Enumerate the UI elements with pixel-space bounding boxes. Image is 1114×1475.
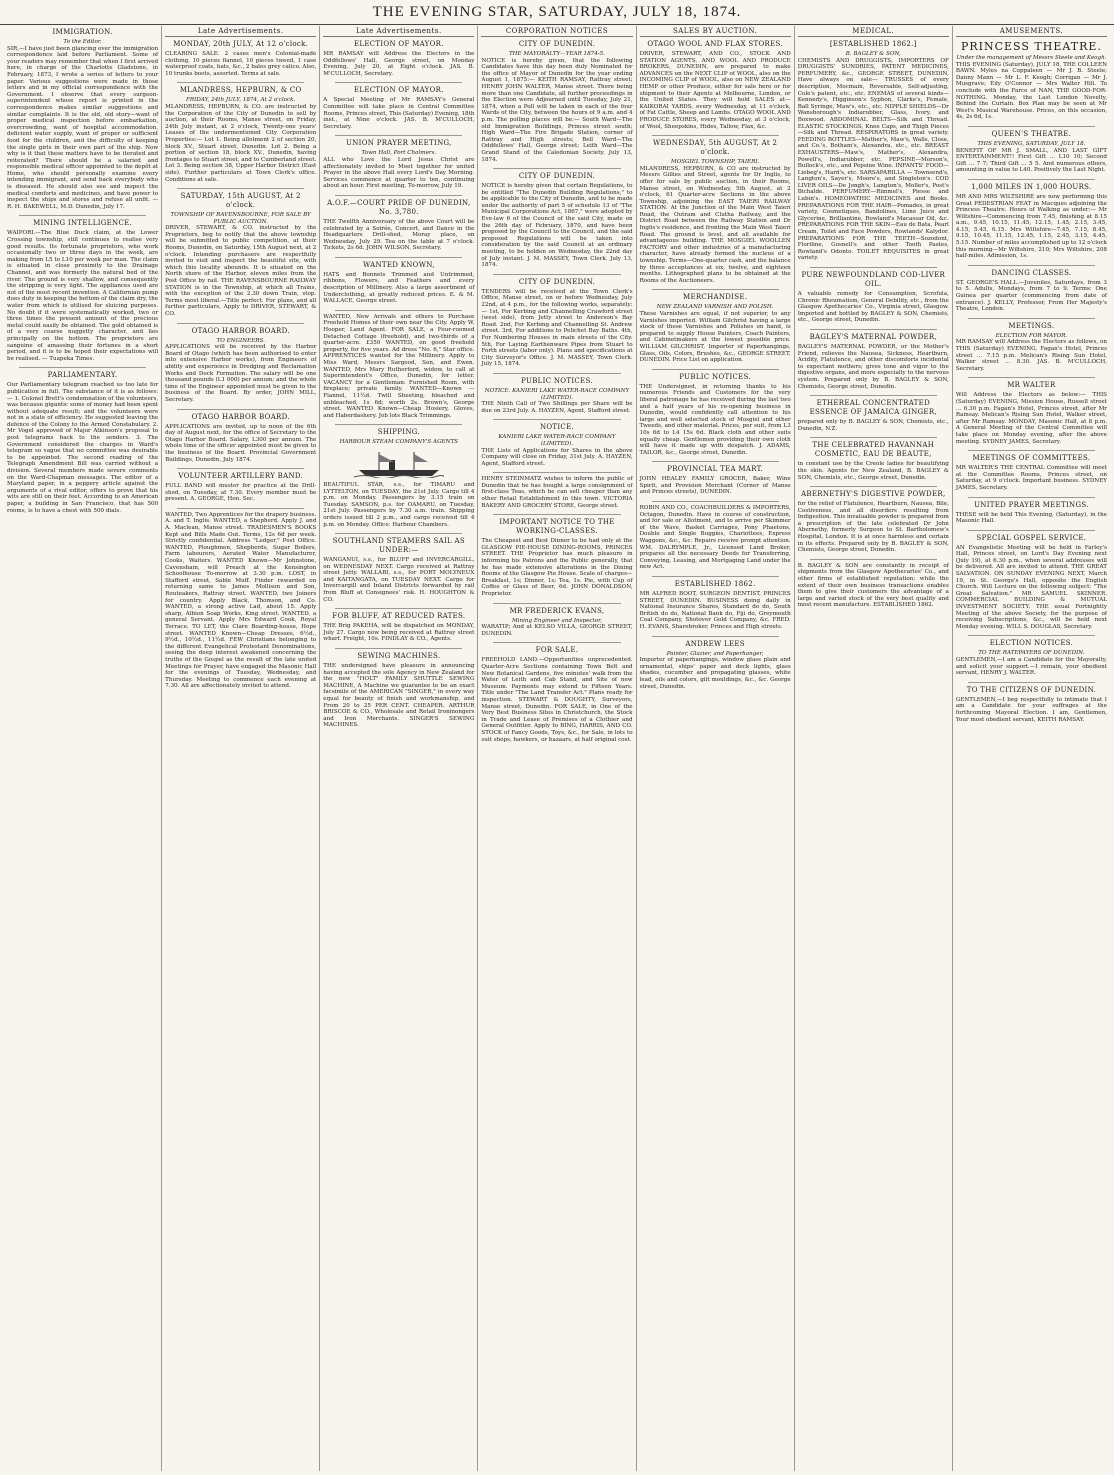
column-heading: SALES BY AUCTION.	[640, 26, 791, 37]
article	[640, 139, 791, 284]
article-divider	[19, 367, 146, 368]
article-body: FREEHOLD LAND.—Opportunities unprecedented. Quarter-Acre Sections containing Town Belt and New Botanical Gardens, five minutes' walk from the Water of Leith and Cab Stand, and Site of new Museum. Payments may extend to Fifteen Years. Title under "The Land Transfer Act." Plans ready for inspection. STEWART & DOUGHTY, Surveyors, Manse street, Dunedin. FOR SALE, in One of the Very Best Business Sites in Christchurch, the Stock in Trade and Lease of Premises of a Clothier and General Outfitter. Apply to BING, HARRIS, AND CO. STOCK of Fancy Goods, Toys, &c., for Sale, in lots to suit shops, hawkers, or bazaars, at half original cost.	[481, 657, 633, 743]
article-subtitle: To the Editor.	[63, 39, 102, 45]
article-title: VOLUNTEER ARTILLERY BAND.	[178, 472, 304, 481]
article	[640, 373, 791, 457]
article-title: PUBLIC NOTICES.	[521, 376, 593, 385]
column-4	[478, 26, 636, 1471]
article	[798, 441, 949, 481]
article-divider	[177, 188, 304, 189]
article-body: Our Parliamentary telegram reached us too late for publication in full. The substance of it is as follows:— 1. Colonel Brett's condemnation of the volunteers, was because gigantic sums of money had been spent without adequate result; and the volunteers were not in a state of efficiency. He suggested leaving the defence of the Colony to the Armed Constabulary. 2. Mr Vogel approved of Major Atkinson's proposal to post telegrams back to the senders. 3. The Government considered the charges in Ward's telegram so vague that no committee was desirable to be appointed. The second reading of the Telegraph Amendment Bill was carried without a division. Several members made severe comments on the Ward-Chapman messages. The editor of a Maryland paper, in a peppery article against the arguments of a rival editor, offers to prove that his wits are still on their feet. According to an American paper, a building in San Francisco, that has 500 rooms, is to have a chest with 500 dials.	[7, 382, 159, 514]
article-subtitle: Town Hall, Port Chalmers.	[361, 150, 437, 157]
article-divider	[335, 648, 462, 649]
article-body: The Cheapest and Best Dinner to be had only at the GLASGOW PIE-HOUSE DINING-ROOMS, PRINCES STREET. THE Proprietor has much pleasure in informing his Patrons and the Public generally, that he has made extensive alterations in the Dining Rooms of the Glasgow Pie House. Scale of charges— Breakfast, 1s; Dinner, 1s; Tea, 1s. Pie, with Cup of Coffee or Glass of Beer, 6d. JOHN DONALDSON, Proprietor.	[481, 538, 633, 597]
article-body: NOTICE is hereby given that certain Regulations, to be entitled "The Dunedin Building Regulations," to be applicable to the City of Dunedin, and to be made under the authority of part 5 of schedule 13 of "The Municipal Corporations Act, 1867," were adopted by Eve-law 6 of the Council of the said City, made on the 26th day of February, 1870, and have been proposed by the Council to the Council, and the said proposed Regulations will be taken into consideration by the said Council at an ordinary meeting, to be holden on Wednesday, the 22nd day of July instant. J. M. MASSEY, Town Clerk. July 13, 1874.	[481, 183, 633, 269]
column-heading: CORPORATION NOTICES	[481, 26, 632, 37]
article-divider	[493, 603, 620, 604]
article	[323, 40, 474, 77]
article	[956, 454, 1107, 491]
article-title: NOTICE.	[539, 423, 575, 432]
article-body: BAGLEY'S MATERNAL POWDER, or the Mother's Friend, relieves the Nausea, Sickness, Heartburn, Acidity, Flatulence, and other discomforts incidental to expectant mothers; gives tone and vigor to the digestive organs, and more especially to the nervous system. Prepared only by B. BAGLEY & SON, Chemists, George street, Dunedin.	[797, 343, 949, 390]
article-title: QUEEN'S THEATRE.	[991, 129, 1072, 138]
article-subtitle: FRIDAY, 24th JULY, 1874, At 2 o'clock.	[186, 97, 296, 104]
article-body: ROBIN AND CO., COACHBUILDERS & IMPORTERS, Octagon, Dunedin. Have in course of construction, and for sale or Allotment, and to arrive per Skimmer of the Wave, Basket Carriages, Pony Phaetons, Double and Single Buggies, Chariottees, Express Waggons, &c., &c. Repairs receive prompt attention. WM. DALRYMPLE, Jr., Licensed Land Broker, prepares all the necessary Deeds for Transferring, Conveying, Leasing, and Mortgaging Land under the new Act.	[639, 505, 791, 571]
article-divider	[968, 377, 1095, 378]
article-divider	[335, 608, 462, 609]
article-title: OTAGO WOOL AND FLAX STORES.	[647, 40, 783, 48]
column-1	[4, 26, 162, 1471]
article-body: MR WALTER'S THE CENTRAL Committee will meet at the Committee Rooms, Princes street, on Saturday, at 9 o'clock. Important business. SYDNEY JAMES, Secretary.	[955, 465, 1107, 491]
article-subtitle: Mining Engineer and Inspector,	[511, 617, 603, 624]
article	[640, 580, 791, 631]
article-title: MINING INTELLIGENCE.	[33, 219, 133, 228]
article-divider	[810, 395, 937, 396]
article-title: ELECTION OF MAYOR.	[353, 86, 444, 95]
article-divider	[335, 424, 462, 425]
article	[481, 607, 632, 638]
article	[323, 139, 474, 190]
article-title: MERCHANDISE.	[682, 293, 748, 302]
article	[323, 199, 474, 252]
article-title: UNITED PRAYER MEETINGS.	[974, 500, 1089, 509]
article-subtitle: B. BAGLEY & SON,	[845, 51, 901, 57]
article-body: FULL BAND will muster for practice at the Drill-shed, on Tuesday, at 7.30. Every member must be present. A. GEORGE, Hon. Sec.	[165, 483, 317, 503]
article-title: DANCING CLASSES.	[991, 268, 1072, 277]
article-divider	[335, 82, 462, 83]
article-title: PURE NEWFOUNDLAND COD-LIVER OIL.	[801, 271, 946, 288]
article-title: WEDNESDAY, 5th AUGUST, At 2 o'clock.	[652, 139, 778, 157]
article-subtitle: TO ENGINEERS.	[216, 337, 265, 344]
article-divider	[968, 318, 1095, 319]
article	[798, 271, 949, 324]
article-body: in constant use by the Creole ladies for beautifying the skin. Agents for New Zealand, B. BAGLEY & SON, Chemists, etc., George street, Dunedin.	[797, 461, 949, 481]
article-divider	[810, 559, 937, 560]
column-heading: AMUSEMENTS.	[956, 26, 1107, 37]
article	[640, 640, 791, 691]
article	[481, 40, 632, 163]
article-title: CITY OF DUNEDIN.	[518, 172, 596, 181]
column-3	[320, 26, 478, 1471]
article-body: GENTLEMEN,—I beg respectfully to intimate that I am a Candidate for your suffrages at the forthcoming Mayoral Election. I am, Gentlemen, Your most obedient servant, KEITH RAMSAY.	[955, 696, 1107, 723]
article-body: TENDERS will be received at the Town Clerk's Office, Manse street, on or before Wednesday, July 22nd, at 4 p.m., for the following works, separately:— 1st, For Kerbing and Channelling Crawford street (west side), from Jetty street to Anderson's Bay Road. 2nd, For Kerbing and Channelling St. Andrew street. 3rd, For additions to Pelichet Bay Baths. 4th, For Numbering Houses in main streets of the City. 5th, For Laying Earthenware Pipes from Stuart to Forth streets (labor only). Plans and specifications at City Surveyor's Office. J. M. MASSEY, Town Clerk. July 15, 1874.	[481, 288, 633, 368]
article	[165, 512, 316, 690]
article-divider	[652, 576, 779, 577]
article-body: for the relief of Flatulence, Heartburn, Nausea, Bile, Costiveness, and all disorders resulting from Indigestion. This invaluable powder is prepared from a prescription of the late celebrated Dr John Abernethy, formerly Surgeon to St. Bartholomew's Hospital, London. It is at once harmless and certain in its effects. Prepared only by B. BAGLEY & SON, Chemists, George street, Dunedin.	[797, 501, 949, 554]
article	[323, 86, 474, 130]
article	[481, 278, 632, 368]
article-title: MR WALTER	[1007, 381, 1056, 390]
article-title: MONDAY, 20th JULY, At 12 o'clock.	[173, 40, 309, 48]
article-divider	[652, 369, 779, 370]
article	[323, 612, 474, 643]
article-body: MLANDRESS, HEPBURN, & CO are instructed by Messrs Gillies and Street, agents for Dr Inglis, to offer for sale by public auction, in their Rooms, Manse street, on Wednesday, 5th August, at 2 o'clock, 61 Quarter-acre Sections in the above Township, adjoining the EAST TAIERI RAILWAY STATION. At the Junction of the Main West Taieri Road, the Outram and Clutha Railway, and the District Road between the Railway Station and Dr Inglis's residence, and fronting the Main West Taieri Road. The ground is level, and all available for advantageous building. THE MOSGIEL WOOLLEN FACTORY and other industries of a manufacturing character, have already formed the nucleus of a township. Terms—One-quarter cash, and the balance by three acceptances at six, twelve, and eighteen months. Lithographed plans to be obtained at the Rooms of the Auctioneers.	[639, 165, 791, 284]
article-title: MR FREDERICK EVANS,	[509, 606, 605, 615]
article-divider	[810, 486, 937, 487]
article-title: SPECIAL GOSPEL SERVICE.	[976, 533, 1087, 542]
article-body: MLANDRESS, HEPBURN, & CO. are instructed by the Corporation of the City of Dunedin to sell by auction, at their Rooms, Manse street, on Friday, 24th July instant, at 2 o'clock, Twenty-one years' Leases of the undermentioned City Corporation Properties:— Lot 1. Being allotment 2 of section 20, block XV., Stuart street, Dunedin. Lot 2. Being a portion of section 18, block XV., Dunedin, having frontages to Stuart street, and to Cumberland street. Lot 3. Being section 38, Upper Harbor District (East side). Further particulars at Town Clerk's office. Conditions at sale.	[165, 103, 317, 183]
article-body: ALL who Love the Lord Jesus Christ are affectionately invited to Meet together for united Prayer in the above Hall every Lord's Day Morning. Services commence at quarter to ten, continuing about an hour. First meeting, To-morrow, July 19.	[323, 156, 475, 190]
article-body: CHEMISTS AND DRUGGISTS, IMPORTERS OF DRUGGISTS' SUNDRIES, PATENT MEDICINES, PERFUMERY, &c., GEORGE STREET, DUNEDIN, Have always on sale— TRUSSES of every description, Mocmain, Reversable, Self-adjusting, Cole's patent, etc., etc. ENEMAS of several kinds—Kennedy's, Higginson's Syphon, Clarke's, Female, Ball Syringe, Maw's, etc., etc. NIPPLE SHIELDS—Dr Wansborough's Indiarubber, Glass, Ivory, and Boxwood. ABDOMINAL BELTS—Silk and Thread. ELASTIC STOCKINGS, Knee Caps, and Thigh Pieces—Silk and Thread. RESPIRATORS in great variety. FEEDING BOTTLES—Mather's, Maw's, Walls, Close, and Co.'s, Botham's, Alexandra, etc., etc. BREAST EXHAUSTERS—Maw's, Mather's, Alexandra, Powell's, Indiarubber, etc. PEPSINE—Morson's, Bullock's, etc., and Pepsine Wine. INFANTS' FOOD—Liebeg's, Hard's, etc. SARSAPARILLA — Townsend's, Langton's, Sayer's, Moore's, and Singleton's. COD LIVER OILS—De Jongh's, Langton's, Moller's, Post's Bichalde. PERFUMERY—Rimmel's, Piesse and Lubin's. HOMEOPATHIC MEDICINES and Books. PREPARATIONS FOR THE HAIR—Pomades, in great variety, Cosmetiques, Bandolines, Lime Juice and Glycerine, Brilliantine, Rowland's Macassar Oil, &c. PREPARATIONS FOR THE SKIN—Eau de Bata, Pearl Cream, Toilet and Face Powders, Rowlands' Kalydor. PREPARATIONS FOR THE TEETH—Sozodont, Floriline, Gosnell's and other Tooth Pastes, Rowland's Odonto. TOILET REQUISITES in great variety.	[797, 57, 949, 262]
article-body: HATS and Bonnets Trimmed and Untrimmed, ribbons, Flowers, and Feathers and every description of Millinery. Also a large assortment of Underclothing, at greatly reduced prices. E. & M. WALLACE, George street.	[323, 271, 475, 305]
article-divider	[968, 179, 1095, 180]
article-body: THESE will be held This Evening, (Saturday), in the Masonic Hall.	[955, 511, 1107, 525]
article-title: ABERNETHY'S DIGESTIVE POWDER,	[801, 490, 946, 499]
article	[481, 476, 632, 509]
article	[165, 40, 316, 77]
article-title: SEWING MACHINES.	[357, 652, 441, 661]
article-divider	[177, 508, 304, 509]
steamship-icon	[354, 450, 444, 478]
article	[165, 472, 316, 503]
article	[956, 501, 1107, 525]
columns-container	[4, 26, 1110, 1471]
article-title: PROVINCIAL TEA MART.	[667, 465, 764, 474]
article-divider	[493, 168, 620, 169]
article-body: DRIVER, STEWART, & CO. instructed by the Proprietors, beg to notify that the above township will be submitted to public competition, at their Rooms, Dunedin, on Saturday, 15th August next, at 2 o'clock. Intending purchasers are respectfully invited to visit and inspect the beautiful site, with which this locality abounds. It is situated on the North shore of the Harbor, eleven miles from the Post Office by rail. THE RAVENSBOURNE RAILWAY STATION is in the Township, at which all Trains, with the exception of the 2.30 down Train, stop. Terms most liberal.—Title perfect. For plans, and all further particulars, Apply to DRIVER, STEWART, & CO.	[165, 225, 317, 317]
article	[956, 130, 1107, 174]
article-body: THE Ninth Call of Two Shillings per Share will be due on 23rd July. A. HAYZEN, Agent, Stafford street.	[481, 401, 633, 414]
article-title: ANDREW LEES	[685, 639, 745, 648]
article-title: MEETINGS OF COMMITTEES.	[972, 454, 1091, 463]
article	[798, 563, 949, 609]
article-title: ELECTION OF MAYOR.	[353, 40, 444, 48]
article-divider	[810, 329, 937, 330]
article-divider	[810, 437, 937, 438]
article-body: HENRY STEINMATZ wishes to inform the public of Dunedin that he has bought a large consignment of first-class Teas, which he can sell cheaper than any other Retail Establishment in this town. VICTORIA BAKERY AND GROCERY STORE, George street.	[481, 476, 633, 509]
article	[798, 490, 949, 554]
article-title: FOR SALE.	[535, 646, 579, 655]
article-title: WANTED KNOWN,	[362, 260, 435, 269]
article	[481, 518, 632, 597]
article	[323, 314, 474, 420]
article-title: 1,000 MILES IN 1,000 HOURS.	[971, 182, 1092, 191]
article-divider	[177, 468, 304, 469]
article-body: DRIVER, STEWART, AND CO., STOCK AND STATION AGENTS, AND WOOL AND PRODUCE BROKERS, DUNEDIN, are prepared to make ADVANCES on the NEXT CLIP of WOOL, also on the INCOMING CLIP of WOOL, also on NEW ZEALAND HEMP or other Produce, either for sale here or for shipment to their Agents at Melbourne, London, or the United States. They will hold SALES at— KAIKORAI YARDS, every Wednesday, at 11 o'clock, of Fat Cattle, Sheep and Lambs. OTAGO WOOL AND PRODUCE STORES, every Wednesday, at 3 o'clock, of Wool, Sheepskins, Hides, Tallow, Flax, &c.	[639, 51, 791, 130]
article-title: PRINCESS THEATRE.	[960, 40, 1102, 53]
article-divider	[493, 514, 620, 515]
article-subtitle: TO THE RATEPAYERS OF DUNEDIN.	[978, 650, 1085, 657]
article-title: ESTABLISHED 1862.	[674, 580, 756, 588]
article	[481, 377, 632, 414]
article-title: IMPORTANT NOTICE TO THE WORKING-CLASSES.	[499, 518, 615, 536]
article-divider	[652, 501, 779, 502]
article-body: APPLICATIONS are invited, up to noon of the 6th day of August next, for the office of Secretary to the Otago Harbor Board. Salary, L300 per annum. The whole time of the officer appointed must be given to the business of the Board. Provincial Government Buildings, Dunedin, July 1874.	[165, 423, 317, 463]
article-divider	[810, 267, 937, 268]
article	[956, 322, 1107, 373]
article-divider	[968, 497, 1095, 498]
article	[165, 192, 316, 318]
article-subtitle: Painter, Glazier, and Paperhanger,	[666, 650, 764, 657]
article-divider	[493, 274, 620, 275]
article-title: MEETINGS.	[1008, 321, 1055, 330]
article-title: PUBLIC NOTICES.	[679, 372, 751, 381]
article-title: THE CELEBRATED HAVANNAH COSMETIC, EAU DE BEAUTE,	[812, 441, 935, 459]
article-body: MR RAMSAY will Address the Electors as follows, on THIS (Saturday) EVENING, Fagan's Hotel, Princes street ... 7.15 p.m. Melican's Rising Sun Hotel, Walker street ... 8.30. JAS. B. M'CULLOCH, Secretary.	[955, 339, 1107, 372]
article-divider	[652, 636, 779, 637]
article-body: WAIPORI.—The Blue Duck claim, at the Lower Crossing township, still continues to realise very good results. Its fortunate proprietors, who work occasionally two or three days in the week, are making from L5 to L10 per week per man. The claim is situated in close proximity to the Drainage Channel, and was formerly the natural bed of the river. The ground is very shallow, and consequently the stripping is very light. The appliances used are not of the most recent invention. A Californian pump does duty in keeping the bottom of the claim dry, the water from which is utilised for sluicing purposes. No doubt if it were systematically worked, two or three times the present amount of the precious metal could easily be obtained. The gold obtained is of a very coarse nuggetty character, and lies principally on the bottom. The proprietors are sanguine of amassing their fortunes in a short period, and it is to be hoped their expectations will be realised. — Tuapeka Times.	[7, 230, 159, 362]
article-divider	[177, 82, 304, 83]
article-title: PARLIAMENTARY.	[47, 371, 118, 380]
article	[7, 371, 158, 514]
article-body: THE Undersigned, in returning thanks to his numerous Friends and Customers for the very liberal patronage he has received during the last two and a half years of his re-opening business in Dunedin, would confidently call attention to his large and well selected stock of Mosgiel and other Tweeds, and other material. Prices, per suit, from L3 10s 6d to L4 15s 6d. Black cloth and other suits equally cheap. Gentlemen providing their own cloth will have it made up with despatch. J. ADAMS, TAILOR, &c., George street, Dunedin.	[639, 383, 791, 456]
article-title: [ESTABLISHED 1862.]	[829, 40, 917, 48]
article-divider	[19, 215, 146, 216]
article-body: WANTED, New Arrivals and others to Purchase Freehold Homes of their own near the City. Apply W. Hooper, Land Agent. FOR SALE, a Four-roomed Detached Cottage (freehold), and two-thirds of a quarter-acre. £350 WANTED, on good freehold property, for five years. Ad dress "No. 6," Star office. APPRENTICES wanted for the Millinery. Apply to Miss Ward, Messrs Sargood, Son, and Ewen. WANTED, Mrs Mary Rutherford, widow, to call at Superintendent's Office, Dunedin, for letter. VACANCY for a Gentleman: Furnished Room, with fireplace; private family. WANTED—Known — Flannel, 11½d. Twill Sheeting, bleached and unbleached, 1s 6d; worth 2s. Brown's, George street. WANTED Known—Cheap Hosiery, Gloves, and Haberdashery. Job lots Black Trimmings.	[323, 313, 475, 419]
article-body: CLEARING SALE. 2 cases men's Colonial-made clothing, 10 pieces flannel, 10 pieces tweed, 1 case waterproof coats, hats, &c., 2 bales grey calico. Also, 10 trunks boots, assorted. Terms at sale.	[165, 51, 317, 77]
article-body: MR RAMSAY will Address the Electors in the Oddfellows' Hall, George street, on Monday Evening, July 20, at Eight o'clock. JAS. B. M'CULLOCH, Secretary.	[323, 51, 475, 77]
article	[640, 465, 791, 496]
article	[323, 428, 474, 528]
article-divider	[493, 642, 620, 643]
article-subtitle: Under the management of Messrs Steele and Keogh.	[956, 55, 1107, 61]
article	[323, 261, 474, 305]
column-2	[162, 26, 320, 1471]
article-title: ELECTION NOTICES.	[989, 639, 1074, 648]
article-body: NOTICE is hereby given, that the following Candidates have this day been duly Nominated for the office of Mayor of Dunedin for the year ending August 1, 1875:— KEITH RAMSAY, Rattray street; HENRY JOHN WALTER, Manse street. There being more than one Candidate, all further proceedings in the Election were Adjourned until Tuesday, July 21, 1874, when a Poll will be taken in each of the four Wards of the City, between the hours of 9 a.m. and 4 p.m. The polling places will be:— South Ward—The old Immigration Buildings, Princes street south; High Ward—The Fire Brigade Station, corner of Rattray and High streets; Bell Ward—The Oddfellows' Hall, George street; Leith Ward—The Grand Stand of the Caledonian Society. July 13, 1874.	[481, 57, 633, 163]
article-divider	[177, 323, 304, 324]
article-body: APPLICATIONS will be received by the Harbor Board of Otago (which has been authorised to enter into extensive Harbor works), from Engineers of ability and experience in Dredging and Reclamation Works and Dock Formation. The salary will be one thousand pounds (L1 000) per annum; and the whole time of the Engineer appointed must be given to the business of the Board. By order, JOHN MILL, Secretary.	[165, 344, 317, 403]
article	[640, 40, 791, 130]
article	[798, 40, 949, 262]
article-body: WARATIP; And at KELSO VILLA, GEORGE STREET, DUNEDIN.	[481, 624, 633, 637]
article-body: WANGANUI, s.s., for BLUFF and INVERCARGILL, on WEDNESDAY NEXT. Cargo received at Rattray street Jetty. WALLABI, s.s., for PORT MOLYNEUX and KAITANGATA, on TUESDAY NEXT. Cargo for Invercargill and Inland Districts forwarded by rail from Bluff at Consignees' risk. H. HOUGHTON & CO.	[323, 557, 475, 603]
article-subtitle: THIS EVENING, SATURDAY, JULY 18.	[977, 140, 1086, 147]
article-subtitle: NOTICE. KANIERI LAKE WATER-RACE COMPANY (LIMITED).	[484, 387, 630, 401]
column-6	[795, 26, 953, 1471]
column-heading: Late Advertisements.	[165, 26, 316, 37]
article	[640, 505, 791, 571]
article-divider	[335, 135, 462, 136]
article-title: CITY OF DUNEDIN.	[518, 40, 596, 48]
article	[956, 639, 1107, 676]
article	[956, 40, 1107, 121]
article	[323, 652, 474, 729]
article	[798, 333, 949, 390]
column-5	[637, 26, 795, 1471]
article-body: THE undersigned have pleasure in announcing having accepted the sole Agency in New Zealand for the new "HOLT" FAMILY SHUTTLE SEWING MACHINE, A Machine we guarantee to be an exact facsimile of the AMERICAN "SINGER," in every way equal for beauty of finish and workmanship, and From 20 to 25 PER CENT. CHEAPER. ARTHUR BRISCOE & CO., Wholesale and Retail Ironmongers and Iron Merchants. SINGER'S SEWING MACHINES.	[323, 663, 475, 729]
article-divider	[968, 635, 1095, 636]
article-body: SIR,—I have just been glancing over the immigration correspondence laid before Parliament. Some of your readers may remember that when I first arrived here, in charge of the Charlotte Gladstone, in February, 1873, I wrote a series of letters to your paper. Various suggestions were made in those letters and in my official correspondence with the Government. I observe that every surgeon-superintendent whose report is printed in the correspondence makes similar suggestions and similar complaints. It is the old, old story—want of proper medical inspection before embarkation, overcrowding, want of hospital accommodation, deficient water supply, want of proper or sufficient food for the children, and the difficulty of keeping the single girls in their own part of the ship. Now why is it that these matters have to be iterated and reiterated? There should be a salaried and responsible medical officer appointed to the depôt at Home, who should personally examine every intending immigrant, and send back everybody who is diseased. He should also see and inspect the medical comforts and medicines, and have power to inspect the ships and stores and refuse all unfit. — R. H. BAKEWELL, M.D. Dunedin, July 17.	[7, 45, 159, 210]
article	[798, 399, 949, 432]
article	[165, 86, 316, 183]
article-body: BENEFIT OF MR J. SMALL, AND LAST GIFT ENTERTAINMENT!! First Gift ... L10 10; Second Gift ... 7 7; Third Gift ... 5 5. And numerous others, amounting in value to L40. Positively the Last Night.	[955, 147, 1107, 174]
article	[165, 413, 316, 464]
article-divider	[968, 265, 1095, 266]
article-divider	[968, 450, 1095, 451]
article-title: OTAGO HARBOR BOARD.	[191, 412, 290, 421]
masthead: THE EVENING STAR, SATURDAY, JULY 18, 1874.	[0, 0, 1114, 25]
article-divider	[335, 195, 462, 196]
article-body: ST. GEORGE'S HALL.—Juveniles, Saturdays, from 3 to 5. Adults, Mondays, from 7 to 9. Terms: One Guinea per quarter (commencing from date of entrance). J. KELLY, Professor, From Her Majesty's Theatre, London.	[955, 279, 1107, 313]
article	[956, 381, 1107, 445]
article	[956, 686, 1107, 723]
article-title: IMMIGRATION.	[52, 28, 113, 36]
article	[956, 269, 1107, 313]
article-divider	[652, 461, 779, 462]
article-divider	[493, 373, 620, 374]
article-subtitle: THE MAYORALTY—YEAR 1874-5.	[508, 51, 606, 57]
article-body: B. BAGLEY & SON are constantly in receipt of shipments from the Glasgow Apothecaries' Co., and other firms of established reputation; while the extent of their own business transactions enables them to give their customers the advantage of a large and varied stock of the very best quality and most recent manufacture. ESTABLISHED 1862.	[797, 562, 949, 609]
article-body: THE Lists of Applications for Shares in the above Company will close on Friday, 31st July. A. HAYZEN, Agent, Stafford street.	[481, 447, 633, 467]
article	[7, 219, 158, 362]
article-divider	[968, 530, 1095, 531]
article-title: TO THE CITIZENS OF DUNEDIN.	[966, 685, 1097, 694]
article-title: OTAGO HARBOR BOARD.	[191, 326, 290, 335]
article-subtitle: NEW ZEALAND VARNISH AND POLISH.	[656, 304, 774, 311]
article-body: THE Brig PAKEHA, will be dispatched on MONDAY, July 27. Cargo now being received at Rattray street wharf. Freight, 10s. FINDLAY & CO., Agents.	[323, 623, 475, 643]
article-title: A.O.F.—COURT PRIDE OF DUNEDIN, No. 3,780.	[327, 198, 471, 216]
article	[165, 327, 316, 404]
article-subtitle: KANIERI LAKE WATER-RACE COMPANY (LIMITED).	[498, 434, 616, 447]
article-subtitle: MOSGIEL TOWNSHIP, TAIERI.	[670, 159, 760, 166]
article-body: prepared only by B. BAGLEY & SON, Chemists, etc., Dunedin, N.Z.	[797, 419, 949, 432]
article-subtitle: HARBOUR STEAM COMPANY'S AGENTS	[339, 439, 459, 446]
article-body: Importer of paperhangings, window glass plain and ornamental, ships' paper and deck lights, glass shades, cucumber and propagating glasses, white lead, oils and colors, gilt mouldings, &c., &c. George street, Dunedin.	[639, 657, 791, 690]
article-title: SOUTHLAND STEAMERS SAIL AS UNDER:—	[332, 537, 465, 555]
article-title: CITY OF DUNEDIN.	[518, 277, 596, 286]
article-title: BAGLEY'S MATERNAL POWDER,	[809, 332, 937, 341]
column-7	[953, 26, 1110, 1471]
article-title: UNION PRAYER MEETING,	[346, 139, 452, 148]
article-title: FOR BLUFF, AT REDUCED RATES.	[332, 612, 466, 621]
article-divider	[968, 682, 1095, 683]
article-title: SATURDAY, 15th AUGUST, At 2 o'clock.	[180, 192, 301, 210]
article-divider	[335, 533, 462, 534]
article-title: SHIPPING.	[377, 428, 420, 437]
article-body: JOHN HEALEY FAMILY GROCER, Baker, Wine Spirit, and Provision Merchant (Corner of Manse and Princes streets), DUNEDIN.	[639, 476, 791, 496]
article-body: A Special Meeting of Mr RAMSAY's General Committee will take place in Central Committee Rooms, Princes street, This (Saturday) Evening, 18th inst., at Nine o'clock. JAS. B. M'CULLOCH, Secretary.	[323, 97, 475, 130]
article-body: THE Twelfth Anniversary of the above Court will be celebrated by a Soirée, Concert, and Dance in the Headquarters Drill-shed, Moray place, on Wednesday, July 29. Tea on the table at 7 o'clock. Tickets, 2s 6d. JOHN WILSON, Secretary.	[323, 218, 475, 252]
article-subtitle: ELECTION FOR MAYOR.	[995, 332, 1068, 339]
article	[481, 646, 632, 743]
column-heading: MEDICAL.	[798, 26, 949, 37]
article-subtitle: TOWNSHIP OF RAVENSBOURNE, FOR SALE BY PUBLIC AUCTION.	[170, 212, 311, 225]
article-title: MLANDRESS, HEPBURN, & CO	[179, 86, 302, 95]
article-body: Will Address the Electors as below:— THIS (Saturday) EVENING, Mission House, Russell street ... 6.30 p.m. Fagan's Hotel, Princes street, after Mr Ramsay. Melican's Rising Sun Hotel, Walker street, after Mr Ramsay. MONDAY, Masonic Hall, at 8 p.m. A General Meeting of the Central Committee will take place on Monday evening, after the above meeting. SYDNEY JAMES, Secretary.	[955, 392, 1107, 445]
article-divider	[652, 135, 779, 136]
article	[956, 534, 1107, 631]
article	[7, 28, 158, 210]
article-divider	[968, 126, 1095, 127]
article-body: A valuable remedy for Consumption, Scrofula, Chronic Rheumatism, General Debility, etc., from the Glasgow Apothecaries' Co., Virginia street, Glasgow. Imported and bottled by BAGLEY & SON, Chemists, etc., George street, Dunedin.	[797, 291, 949, 324]
article-divider	[335, 257, 462, 258]
column-heading: Late Advertisements.	[323, 26, 474, 37]
article-divider	[493, 472, 620, 473]
article-body: MR AND MRS WILTSHIRE are now performing this Great PEDESTRIAN FEAT in Macques adjoining the Princess Theatre. Hours of Walking as under:— Mr Wiltshire—Commencing from 7.45, finishing at 8.15 a.m., 9.45, 10.15, 11.45, 12.15, 1.45, 2.15, 3.45, 4.15, 5.45, 6.15. Mrs Wiltshire—7.45, 7.15, 8.45, 9.15, 10.45, 11.15, 12.45, 1.15, 2.45, 3.15, 4.45, 5.15. Number of miles accomplished up to 12 o'clock this morning—Mr Wiltshire, 210; Mrs Wiltshire, 208 half-miles. Admission, 1s.	[955, 193, 1107, 260]
article-divider	[493, 419, 620, 420]
article-body: BEAUTIFUL STAR, s.s., for TIMARU and LYTTELTON, on TUESDAY, the 21st July. Cargo till 4 p.m. on Monday. Passengers by 3.15 train on Tuesday. SAMSON, p.s. for OAMARU, on Tuesday, 21st July. Passengers by 7.30 a.m. train. Shipping orders issued till 2 p.m., and cargo received till 4 p.m. on Monday. Office: Harbour Chambers.	[323, 481, 475, 528]
article-body: WANTED, Two Apprentices for the drapery business. A. and T. Inglis. WANTED, a Shepherd. Apply J. and A. Maclean, Manse street. TRADESMEN'S BOOKS Kept and Bills Made Out. Terms, 12s 6d per week. Strictly confidential. Address "Ledger," Post Office. WANTED, Ploughmen, Shepherds, Sugar Boilers, Farm labourers, Aerated Water Manufacturer, Cooks, Waiters. WANTED Known—Mr Johnstone, Cavensham, will Preach at the Kensington Schoolhouse To-morrow at 3.30 p.m. LOST, in Stafford street, Sable Muff. Finder rewarded on returning same to James Mollison and Son, Routeakers, Rattray street. WANTED, two Joiners for country. Apply Black, Thomson, and Co. WANTED, a strong active Lad, about 15. Apply sharp, Albion Soap Works, King street. WANTED, a general Servant. Apply Mrs Edward Cook, Royal Terrace. TO LET, the Clare Boarding-house, Hope street. WANTED Known—Cheap Dresses, 6½d., 9½d., 10½d., 11½d. FEW Christians belonging to the different Evangelical Protestant Denominations, seeing the deep interest awakened concerning the truths of the Gospel as the result of the late united Meetings for Prayer, have engaged the Masonic Hall for the evenings of Tuesday, Wednesday, and Thursday. Meeting to commence each evening at 7.30. All are affectionately invited to attend.	[165, 511, 317, 690]
article	[640, 293, 791, 363]
article-divider	[177, 409, 304, 410]
article-body: MR ALFRED BOOT, SURGEON DENTIST, PRINCES STREET, DUNEDIN. BUSINESS doing daily in National Insurance Shares, Standard do do, South British do do, National Bank do, Fiji do, Greymouth Coal Company, Shotover Gold Company, &c. FRED. H. EVANS, Sharebroker, Princes and High streets.	[639, 591, 791, 630]
article-divider	[335, 310, 462, 311]
article-body: These Varnishes are equal, if not superior, to any Varnishes imported. William Gilchrist having a large stock of these Varnishes and Polishes on hand, is prepared to supply House Painters, Coach Painters, and Cabinetmakers at the lowest possible price. WILLIAM GILCHRIST, Importer of Paperhangings, Glass, Oils, Colors, Brushes, &c., GEORGE STREET, DUNEDIN. Price List on application.	[639, 311, 791, 364]
article	[956, 183, 1107, 260]
article-title: ETHEREAL CONCENTRATED ESSENCE OF JAMAICA GINGER,	[809, 399, 937, 417]
article	[323, 537, 474, 603]
article-body: THIS EVENING (Saturday), JULY 18, THE COLLEEN BAWN. Myles na Coppaleen — Mr J. B. Steele; Danny Mann — Mr L. F. Keogh; Corrigan — Mr J. Musgrave; Eily O'Connor — Mrs Walter Hill. To conclude with the Farce of NAN, THE GOOD-FOR-NOTHING. Monday, the Last London Novelty, Behind the Curtain. Box Plan may be seen at Mr West's Musical Warehouse. Prices, on this occasion, 4s, 2s 6d, 1s.	[955, 61, 1107, 121]
article	[481, 172, 632, 269]
article-body: AN Evangelistic Meeting will be held in Farley's Hall, Princes street, on Lord's Day Evening next (July 19), at 6.30 p.m., when several addresses will be delivered. All are invited to attend. THE GREAT SALVATION. ON SUNDAY EVENING NEXT, March 19, in St. George's Hall, opposite the English Church. Will Lecture on the following subject: "The Great Salvation." MR SAMUEL SKINNER. COMMERCIAL BUILDING & MUTUAL INVESTMENT SOCIETY. THE usual Fortnightly Meeting of the above Society, for the purpose of receiving Subscriptions, &c., will be held next Monday evening. WILL S. DOUGLAS, Secretary.	[955, 544, 1107, 630]
article	[481, 423, 632, 467]
article-body: GENTLEMEN,—I am a Candidate for the Mayoralty, and solicit your support.—I remain, your obedient servant, HENRY J. WALTER.	[955, 657, 1107, 677]
article-divider	[652, 289, 779, 290]
